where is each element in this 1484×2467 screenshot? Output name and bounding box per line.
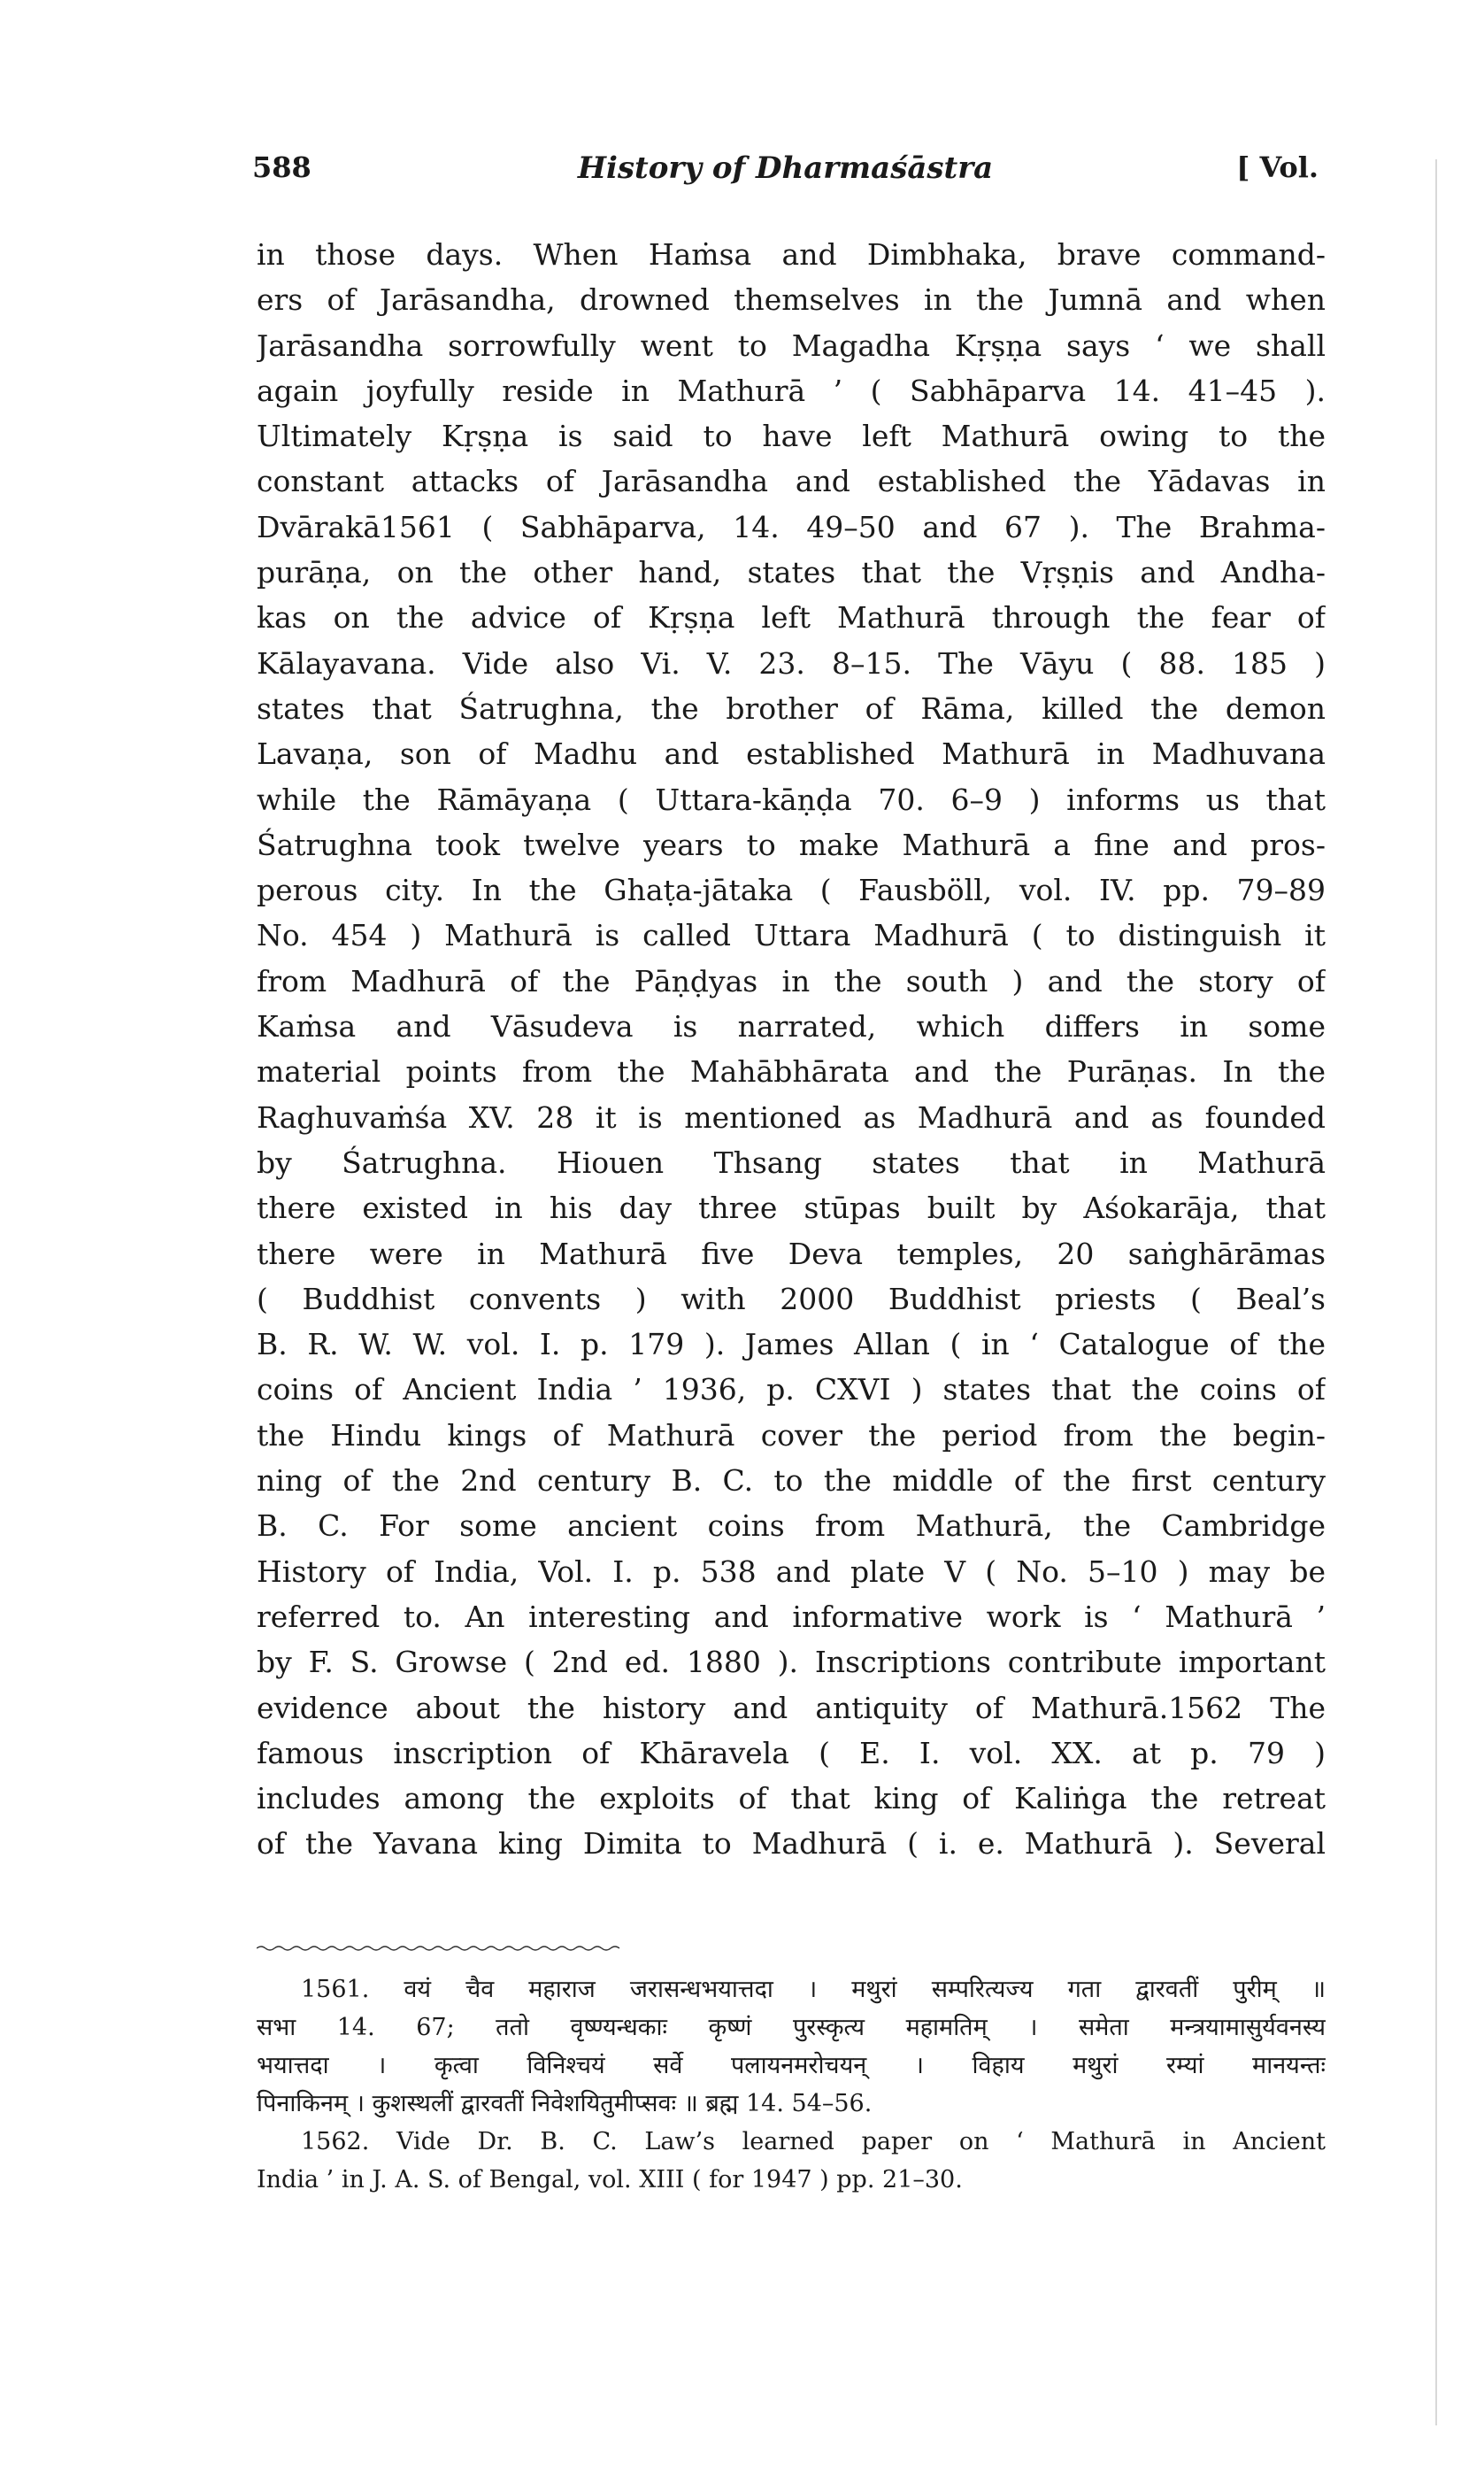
body-line: Jarāsandha sorrowfully went to Magadha Kṛṣṇa says ‘ we shall — [257, 328, 1326, 363]
body-line: by F. S. Growse ( 2nd ed. 1880 ). Inscriptions contribute important — [257, 1645, 1326, 1680]
body-line: again joyfully reside in Mathurā ’ ( Sabhāparva 14. 41–45 ). — [257, 373, 1326, 408]
volume-label: [ Vol. — [1236, 150, 1319, 184]
body-line: kas on the advice of Kṛṣṇa left Mathurā through the fear of — [257, 600, 1326, 636]
footnote-1561-line: 1561. वयं चैव महाराज जरासन्धभयात्तदा । मथुरां सम्परित्यज्य गता द्वारवतीं पुरीम् ॥ — [301, 1976, 1326, 2003]
body-line: constant attacks of Jarāsandha and established the Yādavas in — [257, 464, 1326, 499]
body-line: coins of Ancient India ’ 1936, p. CXVI ) states that the coins of — [257, 1372, 1326, 1407]
body-line: by Śatrughna. Hiouen Thsang states that in Mathurā — [257, 1145, 1326, 1180]
scan-edge-line — [1435, 159, 1437, 2425]
footnote-1562-line: 1562. Vide Dr. B. C. Law’s learned paper on ‘ Mathurā in Ancient — [301, 2128, 1326, 2155]
body-line: evidence about the history and antiquity of Mathurā.1562 The — [257, 1690, 1326, 1725]
body-line: Dvārakā1561 ( Sabhāparva, 14. 49–50 and 67 ). The Brahma- — [257, 509, 1326, 544]
footnote-separator — [257, 1944, 624, 1953]
body-line: Kaṁsa and Vāsudeva is narrated, which differs in some — [257, 1009, 1326, 1045]
body-line: in those days. When Haṁsa and Dimbhaka, brave command- — [257, 237, 1326, 272]
body-line: includes among the exploits of that king of Kaliṅga the retreat — [257, 1781, 1326, 1816]
body-line: there were in Mathurā five Deva temples, 20 saṅghārāmas — [257, 1236, 1326, 1271]
body-line: there existed in his day three stūpas built by Aśokarāja, that — [257, 1191, 1326, 1226]
footnotes — [257, 1970, 1326, 2199]
running-title: History of Dharmaśāstra — [577, 150, 994, 186]
footnote-1561-line: सभा 14. 67; ततो वृष्ण्यन्धकाः कृष्णं पुरस्कृत्य महामतिम् । समेता मन्त्रयामासुर्यवनस्य — [257, 2014, 1326, 2041]
body-line: ( Buddhist convents ) with 2000 Buddhist priests ( Beal’s — [257, 1281, 1326, 1316]
body-line: from Madhurā of the Pāṇḍyas in the south ) and the story of — [257, 963, 1326, 998]
body-line: of the Yavana king Dimita to Madhurā ( i. e. Mathurā ). Several — [257, 1826, 1326, 1862]
footnote-1561-line: पिनाकिनम् । कुशस्थलीं द्वारवतीं निवेशयितुमीप्सवः ॥ ब्रह्म 14. 54–56. — [257, 2090, 873, 2117]
body-line: while the Rāmāyaṇa ( Uttara-kāṇḍa 70. 6–9 ) informs us that — [257, 782, 1326, 817]
footnote-1562-line: India ’ in J. A. S. of Bengal, vol. XIII ( for 1947 ) pp. 21–30. — [257, 2166, 963, 2193]
body-line: perous city. In the Ghaṭa-jātaka ( Fausböll, vol. IV. pp. 79–89 — [257, 873, 1326, 908]
body-line: B. R. W. W. vol. I. p. 179 ). James Allan ( in ‘ Catalogue of the — [257, 1327, 1326, 1362]
body-line: famous inscription of Khāravela ( E. I. vol. XX. at p. 79 ) — [257, 1735, 1326, 1770]
body-line: No. 454 ) Mathurā is called Uttara Madhurā ( to distinguish it — [257, 918, 1326, 953]
body-line: the Hindu kings of Mathurā cover the period from the begin- — [257, 1417, 1326, 1453]
body-line: Ultimately Kṛṣṇa is said to have left Mathurā owing to the — [257, 419, 1326, 454]
body-line: Kālayavana. Vide also Vi. V. 23. 8–15. The Vāyu ( 88. 185 ) — [257, 645, 1326, 681]
body-line: B. C. For some ancient coins from Mathurā, the Cambridge — [257, 1508, 1326, 1544]
page-number: 588 — [252, 150, 311, 184]
body-line: Lavaṇa, son of Madhu and established Mathurā in Madhuvana — [257, 736, 1326, 772]
body-line: ning of the 2nd century B. C. to the middle of the first century — [257, 1463, 1326, 1499]
body-line: material points from the Mahābhārata and the Purāṇas. In the — [257, 1054, 1326, 1090]
body-line: states that Śatrughna, the brother of Rāma, killed the demon — [257, 690, 1326, 726]
body-line: referred to. An interesting and informative work is ‘ Mathurā ’ — [257, 1599, 1326, 1634]
body-line: Śatrughna took twelve years to make Mathurā a fine and pros- — [257, 827, 1326, 862]
body-text — [257, 232, 1326, 1867]
footnote-1561-line: भयात्तदा । कृत्वा विनिश्चयं सर्वे पलायनमरोचयन् । विहाय मथुरां रम्यां मानयन्तः — [257, 2052, 1326, 2079]
body-line: Raghuvaṁśa XV. 28 it is mentioned as Madhurā and as founded — [257, 1099, 1326, 1135]
body-line: ers of Jarāsandha, drowned themselves in the Jumnā and when — [257, 282, 1326, 318]
body-line: History of India, Vol. I. p. 538 and plate V ( No. 5–10 ) may be — [257, 1553, 1326, 1589]
page-header — [252, 150, 1319, 195]
body-line: purāṇa, on the other hand, states that the Vṛṣṇis and Andha- — [257, 555, 1326, 590]
